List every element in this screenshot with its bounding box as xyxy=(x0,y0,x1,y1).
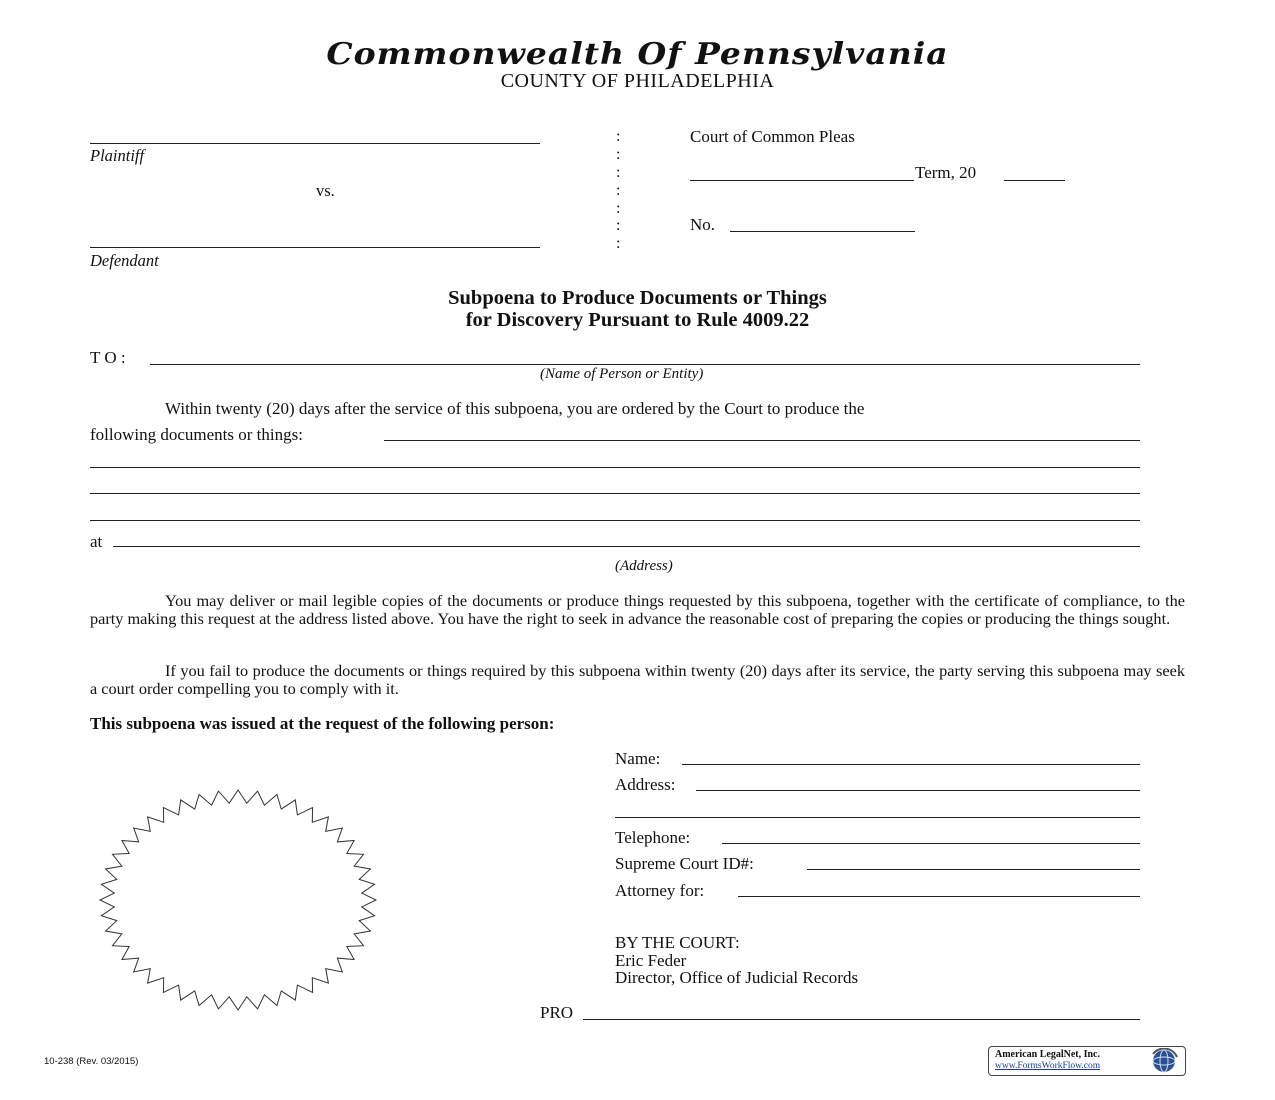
attorney-for-input[interactable] xyxy=(738,896,1140,897)
caption-colon: : xyxy=(616,217,621,234)
caption-colon: : xyxy=(616,128,621,145)
address-caption: (Address) xyxy=(615,558,673,574)
requester-address-input[interactable] xyxy=(696,790,1140,791)
plaintiff-line[interactable] xyxy=(90,143,540,144)
county-header: COUNTY OF PHILADELPHIA xyxy=(500,70,775,92)
publisher-name: American LegalNet, Inc. xyxy=(995,1049,1100,1060)
requester-name-label: Name: xyxy=(615,749,661,768)
attorney-for-label: Attorney for: xyxy=(615,881,705,900)
pro-signature-line[interactable] xyxy=(583,1019,1140,1020)
court-seal-icon xyxy=(96,786,380,1014)
form-code: 10-238 (Rev. 03/2015) xyxy=(44,1056,139,1067)
caption-colon: : xyxy=(616,182,621,199)
documents-blank[interactable] xyxy=(90,467,1140,468)
failure-paragraph xyxy=(90,662,1185,697)
requester-address-label: Address: xyxy=(615,775,676,794)
order-text-line2: following documents or things: xyxy=(90,425,303,444)
caption-colon: : xyxy=(616,164,621,181)
requester-telephone-input[interactable] xyxy=(722,843,1140,844)
recipient-caption: (Name of Person or Entity) xyxy=(540,366,704,382)
to-label: T O : xyxy=(90,348,126,367)
at-label: at xyxy=(90,532,103,551)
versus-label: vs. xyxy=(316,181,335,200)
term-label: Term, 20 xyxy=(915,163,977,182)
documents-blank[interactable] xyxy=(90,520,1140,521)
publisher-url[interactable]: www.FormsWorkFlow.com xyxy=(995,1061,1101,1071)
recipient-blank[interactable] xyxy=(150,364,1140,365)
official-title: Director, Office of Judicial Records xyxy=(615,968,859,987)
supreme-court-id-input[interactable] xyxy=(807,869,1140,870)
requester-address-input-2[interactable] xyxy=(615,817,1140,818)
order-text-line1: Within twenty (20) days after the service of this subpoena, you are ordered by the Court to produce the xyxy=(165,399,865,418)
defendant-line[interactable] xyxy=(90,247,540,248)
term-year-blank[interactable] xyxy=(1004,180,1065,181)
publisher-badge xyxy=(988,1046,1186,1076)
subpoena-subtitle: for Discovery Pursuant to Rule 4009.22 xyxy=(465,309,810,331)
globe-icon xyxy=(1149,1048,1179,1074)
documents-blank[interactable] xyxy=(384,440,1140,441)
delivery-paragraph xyxy=(90,592,1185,627)
court-header-title: Commonwealth Of Pennsylvania xyxy=(326,35,949,72)
court-name: Court of Common Pleas xyxy=(690,127,855,146)
requester-telephone-label: Telephone: xyxy=(615,828,691,847)
subpoena-title: Subpoena to Produce Documents or Things xyxy=(448,287,827,309)
delivery-paragraph-text: You may deliver or mail legible copies of the documents or produce things requested by this subpoena, together with the certificate of compliance, to the party making this request at the address listed above. You have the right to seek in advance the reasonable cost of preparing the copies or producing the things sought. xyxy=(90,591,1185,628)
supreme-court-id-label: Supreme Court ID#: xyxy=(615,854,754,873)
case-number-blank[interactable] xyxy=(730,231,915,232)
requester-name-input[interactable] xyxy=(682,764,1140,765)
official-name: Eric Feder xyxy=(615,951,687,970)
pro-label: PRO xyxy=(540,1003,574,1022)
failure-paragraph-text: If you fail to produce the documents or things required by this subpoena within twenty (20) days after its service, the party serving this subpoena may seek a court order compelling you to comply with it. xyxy=(90,661,1185,698)
defendant-label: Defendant xyxy=(90,251,159,270)
case-number-label: No. xyxy=(690,215,716,234)
documents-blank[interactable] xyxy=(90,493,1140,494)
caption-colon: : xyxy=(616,200,621,217)
plaintiff-label: Plaintiff xyxy=(90,146,145,165)
address-blank[interactable] xyxy=(113,546,1140,547)
issued-by-heading: This subpoena was issued at the request of the following person: xyxy=(90,714,555,733)
term-blank[interactable] xyxy=(690,180,914,181)
caption-colon: : xyxy=(616,235,621,252)
by-the-court-label: BY THE COURT: xyxy=(615,933,740,952)
caption-colon: : xyxy=(616,146,621,163)
